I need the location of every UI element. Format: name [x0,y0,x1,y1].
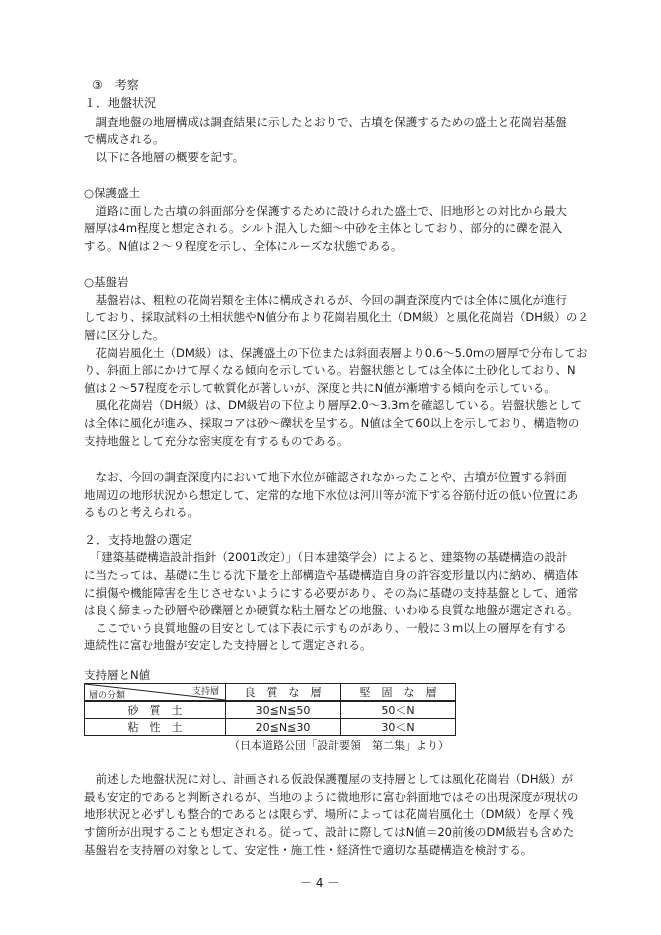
paragraph-line: 風化花崗岩（DH級）は、DM級岩の下位より層厚2.0～3.3mを確認している。岩盤状態として [84,398,583,412]
paragraph-line: しており、採取試料の土相状態やN値分布より花崗岩風化土（DM級）と風化花崗岩（DH級）の２ [84,310,589,324]
paragraph-line: 層に区分した。 [84,328,165,342]
paragraph-line: 支持地盤として充分な密実度を有するものである。 [84,434,349,448]
paragraph-line: 値は２～57程度を示して軟質化が著しいが、深度と共にN値が漸増する傾向を示している。 [84,381,556,395]
paragraph-line: 連続性に富む地盤が安定した支持層として選定される。 [84,638,372,652]
paragraph-line: り、斜面上部にかけて厚くなる傾向を示している。岩盤状態としては全体に土砂化しており、N [84,363,576,377]
table-header-row [85,684,456,702]
paragraph-line: 以下に各地層の概要を記す。 [84,150,245,164]
paragraph-line: す箇所が出現することも想定される。従って、設計に際してはN値＝20前後のDM級岩も含めた [84,825,575,839]
corner-top-label: 支持層 [191,687,219,697]
paragraph-line: 基盤岩は、粗粒の花崗岩類を主体に構成されるが、今回の調査深度内では全体に風化が進行 [84,293,567,307]
hard-value-cell: 30＜N [341,719,456,736]
paragraph-line: 前述した地盤状況に対し、計画される仮設保護覆屋の支持層としては風化花崗岩（DH級）が [84,772,573,786]
soil-type-cell: 粘 性 土 [85,719,226,736]
good-value-cell: 30≦N≦50 [226,701,341,719]
hard-value-cell: 50＜N [341,701,456,719]
paragraph-line: する。N値は２～９程度を示し、全体にルーズな状態である。 [84,239,403,253]
paragraph-line: 地形状況と必ずしも整合的であるとは限らず、場所によっては花崗岩風化土（DM級）を厚く残 [84,807,574,821]
paragraph-line: 基盤岩を支持層の対象として、安定性・施工性・経済性で適切な基礎構造を検討する。 [84,843,533,857]
paragraph-line: 調査地盤の地層構成は調査結果に示したとおりで、古墳を保護するための盛土と花崗岩基盤 [84,115,567,129]
corner-bottom-label: 層の分類 [89,691,126,701]
table-row [85,719,456,736]
paragraph-line: に損傷や機能障害を生じさせないようにする必要があり、その為に基礎の支持基盤として、通常 [84,586,579,600]
table-corner-cell [85,684,226,702]
table-source: （日本道路公団「設計要領 第二集」より） [229,739,449,752]
paragraph-line: 「建築基礎構造設計指針（2001改定）」（日本建築学会）によると、建築物の基礎構造の設計 [84,550,568,564]
good-value-cell: 20≦N≦30 [226,719,341,736]
paragraph-line: 地周辺の地形状況から想定して、定常的な地下水位は河川等が流下する谷筋付近の低い位置にあ [84,488,579,502]
paragraph-line: るものと考えられる。 [84,505,199,519]
paragraph-line: 最も安定的であると判断されるが、当地のように微地形に富む斜面地ではその出現深度が現状の [84,790,579,804]
section-heading: ③ 考察 [92,78,139,92]
paragraph-line: で構成される。 [84,132,165,146]
paragraph-line: は良く締まった砂層や砂礫層とか硬質な粘土層などの地盤、いわゆる良質な地盤が選定される。 [84,603,579,617]
subsection-title-2: ２．支持地盤の選定 [84,533,193,547]
subsection-title-1: １．地盤状況 [84,96,157,110]
column-header-good: 良 質 な 層 [226,684,341,702]
subheading-kiban: ○基盤岩 [84,275,129,289]
bearing-layer-table [84,683,456,736]
subheading-hogo: ○保護盛土 [84,186,141,200]
paragraph-line: は全体に風化が進み、採取コアは砂～礫状を呈する。N値は全て60以上を示しており、構造物の [84,416,580,430]
page-number: － 4 － [300,876,340,890]
paragraph-line: ここでいう良質地盤の目安としては下表に示すものがあり、一般に３m以上の層厚を有する [84,621,567,635]
paragraph-line: 層厚は4m程度と想定される。シルト混入した細～中砂を主体としており、部分的に礫を混入 [84,221,563,235]
table-row [85,701,456,719]
column-header-hard: 堅 固 な 層 [341,684,456,702]
paragraph-line: 花崗岩風化土（DM級）は、保護盛土の下位または斜面表層より0.6～5.0mの層厚で分布してお [84,346,588,360]
table-title: 支持層とN値 [84,668,151,682]
paragraph-line: 道路に面した古墳の斜面部分を保護するために設けられた盛土で、旧地形との対比から最大 [84,204,567,218]
paragraph-line: に当たっては、基礎に生じる沈下量を上部構造や基礎構造自身の許容変形量以内に納め、構造体 [84,568,579,582]
soil-type-cell: 砂 質 土 [85,701,226,719]
paragraph-line: なお、今回の調査深度内において地下水位が確認されなかったことや、古墳が位置する斜面 [84,470,567,484]
